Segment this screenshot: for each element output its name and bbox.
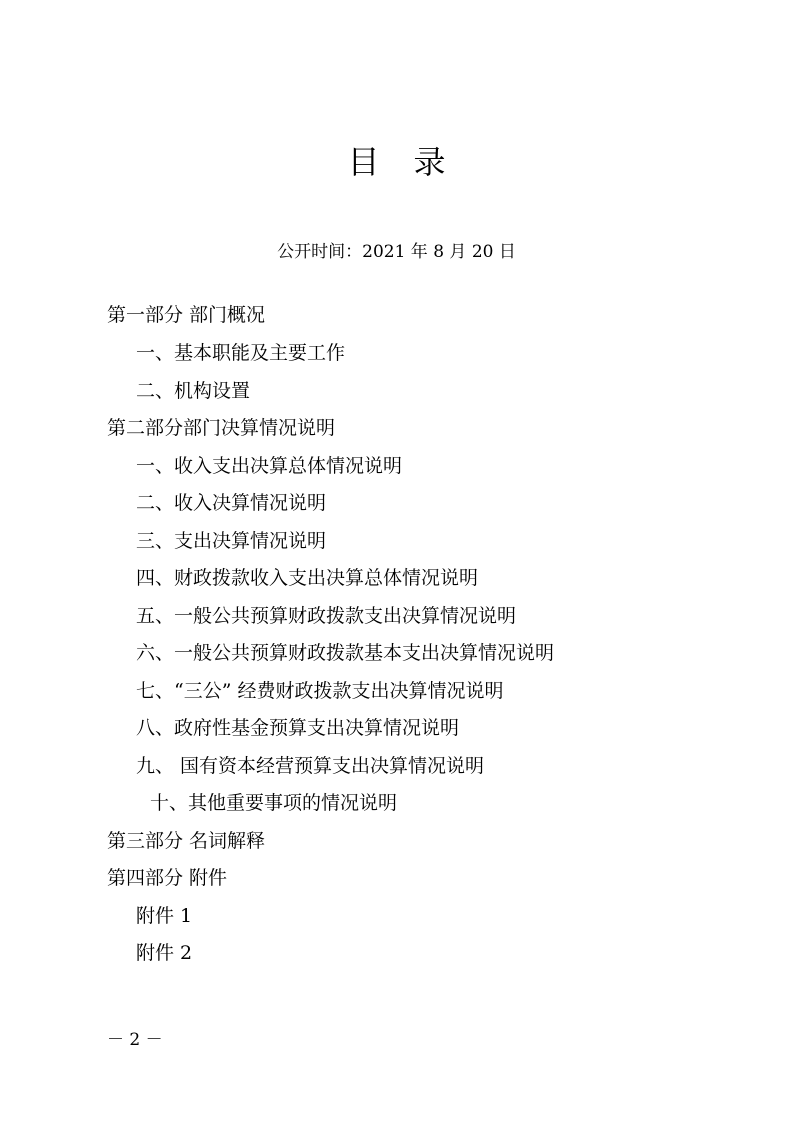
toc-item-organization[interactable]: 二、机构设置 [136, 380, 251, 402]
toc-item-basic-functions[interactable]: 一、基本职能及主要工作 [136, 342, 346, 364]
toc-item-expenditure[interactable]: 三、支出决算情况说明 [136, 530, 327, 552]
page-number: － 2 － [107, 1030, 163, 1050]
toc-part-3[interactable]: 第三部分 名词解释 [107, 830, 266, 852]
toc-item-general-budget-appropriation[interactable]: 五、一般公共预算财政拨款支出决算情况说明 [136, 605, 517, 627]
toc-item-other-matters[interactable]: 十、其他重要事项的情况说明 [150, 792, 398, 814]
toc-item-revenue[interactable]: 二、收入决算情况说明 [136, 492, 327, 514]
toc-item-attachment-1[interactable]: 附件 1 [136, 905, 193, 927]
toc-item-attachment-2[interactable]: 附件 2 [136, 942, 193, 964]
toc-part-1[interactable]: 第一部分 部门概况 [107, 304, 266, 326]
publish-date: 公开时间：2021 年 8 月 20 日 [277, 242, 516, 262]
toc-item-overall-revenue-expenditure[interactable]: 一、收入支出决算总体情况说明 [136, 455, 403, 477]
toc-part-4[interactable]: 第四部分 附件 [107, 867, 228, 889]
toc-item-general-budget-basic-expenditure[interactable]: 六、一般公共预算财政拨款基本支出决算情况说明 [136, 642, 555, 664]
toc-item-state-capital-budget[interactable]: 九、 国有资本经营预算支出决算情况说明 [136, 755, 485, 777]
toc-part-2[interactable]: 第二部分部门决算情况说明 [107, 417, 336, 439]
page-title: 目录 [347, 143, 480, 181]
toc-item-government-fund-budget[interactable]: 八、政府性基金预算支出决算情况说明 [136, 717, 460, 739]
toc-item-three-public-expenses[interactable]: 七、“三公” 经费财政拨款支出决算情况说明 [136, 680, 504, 702]
toc-item-fiscal-appropriation-overall[interactable]: 四、财政拨款收入支出决算总体情况说明 [136, 567, 479, 589]
